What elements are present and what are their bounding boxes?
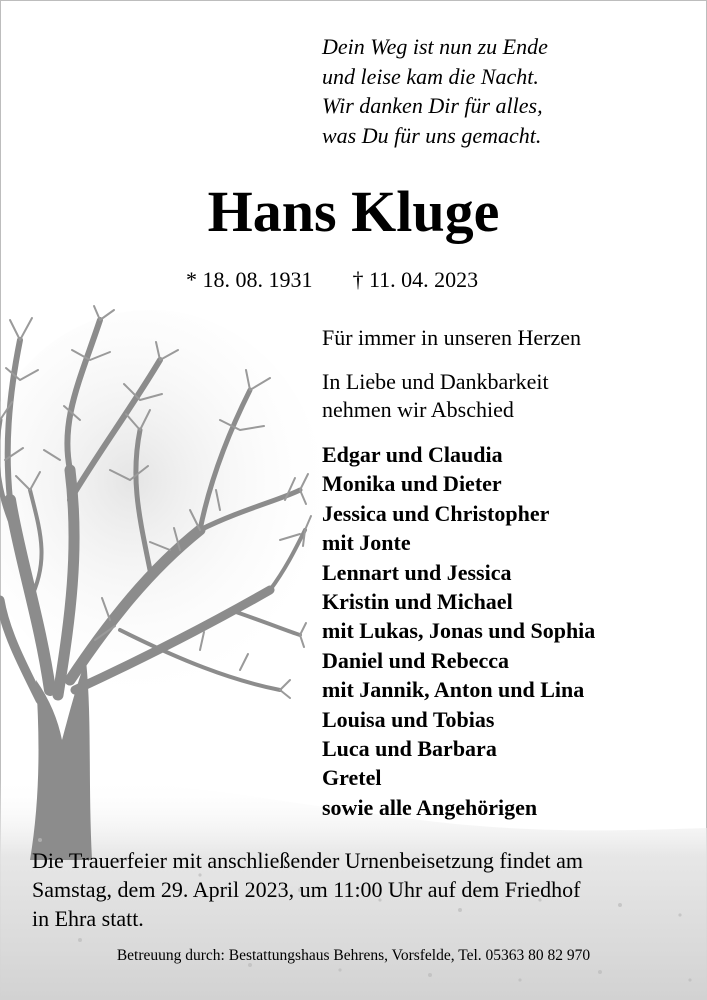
mourner-line: Edgar und Claudia bbox=[322, 442, 503, 467]
poem bbox=[322, 32, 548, 150]
undertaker-credit: Betreuung durch: Bestattungshaus Behrens, Vorsfelde, Tel. 05363 80 82 970 bbox=[116, 947, 591, 964]
mourner-line: Louisa und Tobias bbox=[322, 706, 495, 732]
ceremony-line: Samstag, dem 29. April 2023, um 11:00 Uhr auf dem Friedhof bbox=[32, 877, 581, 902]
poem-line: und leise kam die Nacht. bbox=[322, 63, 539, 89]
poem-line: was Du für uns gemacht. bbox=[322, 122, 542, 148]
death-date: † 11. 04. 2023 bbox=[352, 267, 479, 292]
mourner-line: mit Lukas, Jonas und Sophia bbox=[322, 618, 596, 644]
life-dates bbox=[186, 266, 478, 294]
mourner-line: Daniel und Rebecca bbox=[322, 647, 509, 673]
farewell-line: nehmen wir Abschied bbox=[322, 397, 514, 422]
ceremony-info bbox=[32, 846, 682, 933]
birth-date: * 18. 08. 1931 bbox=[186, 267, 313, 292]
mourner-line: mit Jonte bbox=[322, 530, 411, 556]
mourner-line: Jessica und Christopher bbox=[322, 500, 550, 526]
mourner-line: mit Jannik, Anton und Lina bbox=[322, 677, 585, 703]
mourner-line: Lennart und Jessica bbox=[322, 559, 512, 585]
mourner-line: Gretel bbox=[322, 765, 382, 791]
farewell-line: In Liebe und Dankbarkeit bbox=[322, 369, 549, 394]
mourner-line: Monika und Dieter bbox=[322, 471, 502, 497]
mourner-line: sowie alle Angehörigen bbox=[322, 794, 538, 820]
farewell bbox=[322, 368, 549, 424]
mourners-list bbox=[322, 440, 595, 822]
poem-line: Wir danken Dir für alles, bbox=[322, 93, 543, 118]
deceased-name: Hans Kluge bbox=[207, 179, 500, 244]
ceremony-line: Die Trauerfeier mit anschließender Urnenbeisetzung findet am bbox=[32, 848, 584, 873]
poem-line: Dein Weg ist nun zu Ende bbox=[322, 34, 548, 59]
motto bbox=[322, 323, 581, 352]
motto-line: Für immer in unseren Herzen bbox=[322, 325, 582, 350]
ceremony-line: in Ehra statt. bbox=[32, 906, 144, 931]
mourner-line: Luca und Barbara bbox=[322, 736, 497, 762]
mourner-line: Kristin und Michael bbox=[322, 589, 513, 615]
